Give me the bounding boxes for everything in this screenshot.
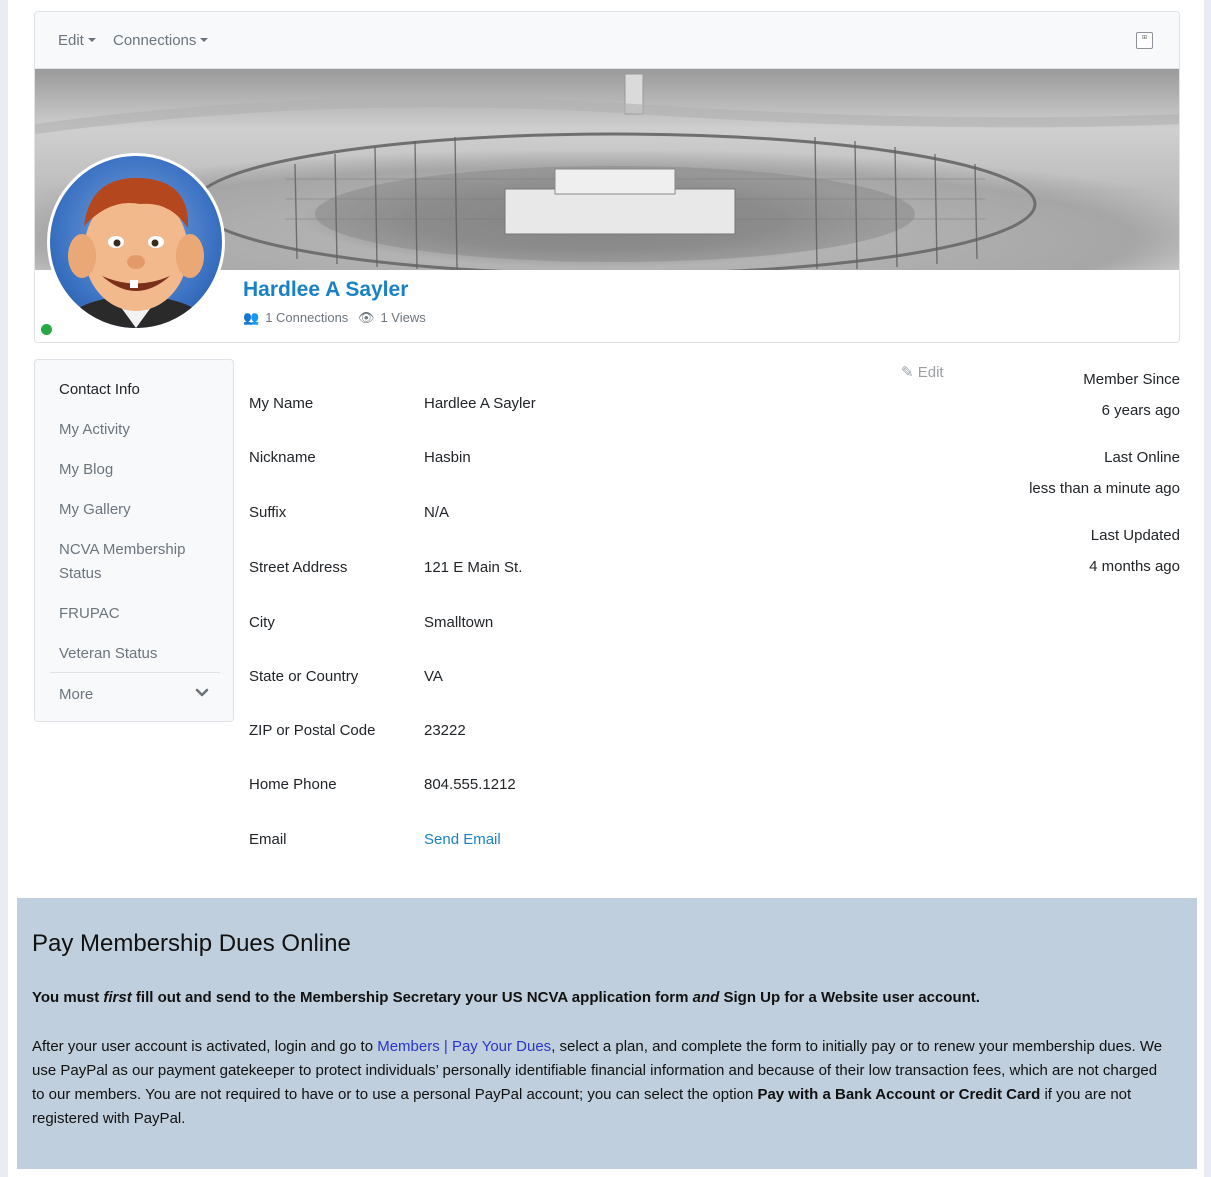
field-value-city: Smalltown — [424, 614, 494, 631]
tab-frupac[interactable]: FRUPAC — [59, 605, 120, 622]
profile-tab-menu — [34, 359, 234, 722]
pencil-icon: ✎ — [901, 364, 914, 381]
field-label-zip: ZIP or Postal Code — [249, 722, 376, 739]
divider — [50, 672, 220, 673]
page — [8, 0, 1204, 1177]
dues-requirement-part1: You must — [32, 989, 104, 1006]
field-value-state: VA — [424, 668, 443, 685]
caret-down-icon — [200, 38, 208, 42]
edit-menu-label: Edit — [58, 32, 84, 49]
field-label-my-name: My Name — [249, 395, 314, 412]
field-label-state: State or Country — [249, 668, 359, 685]
dues-requirement-part3: Sign Up for a Website user account. — [719, 989, 980, 1006]
dues-requirement — [32, 989, 980, 1006]
tab-contact-info[interactable]: Contact Info — [59, 381, 140, 398]
send-email-link[interactable]: Send Email — [424, 831, 501, 848]
views-count: 1 Views — [380, 310, 426, 325]
dues-instructions-part2: , select a plan, and complete the form to initially pay or to renew your membership dues. We use PayPal as our payment gatekeeper to protect individuals’ personally identifiable financial information and because of their low transaction fees, which are not charged to our members. You are not required to have or to use a personal PayPal account; you can select the option — [32, 1038, 1163, 1103]
edit-contact-label: Edit — [917, 364, 944, 381]
profile-card — [34, 11, 1180, 343]
field-label-email: Email — [249, 831, 287, 848]
pay-your-dues-link[interactable]: Members | Pay Your Dues — [377, 1038, 552, 1055]
dues-requirement-emphasis-and: and — [692, 989, 720, 1006]
profile-name[interactable]: Hardlee A Sayler — [243, 278, 409, 301]
field-value-street-address: 121 E Main St. — [424, 559, 523, 576]
field-label-city: City — [249, 614, 275, 631]
avatar[interactable] — [47, 153, 225, 331]
edit-contact-button[interactable] — [901, 363, 944, 381]
last-updated-label: Last Updated — [1090, 527, 1180, 544]
member-since-label: Member Since — [1083, 371, 1180, 388]
online-status-icon — [40, 323, 53, 336]
tab-ncva-membership-status[interactable]: NCVA Membership Status — [59, 541, 186, 582]
tab-my-gallery[interactable]: My Gallery — [59, 501, 131, 518]
caret-down-icon — [88, 38, 96, 42]
field-value-nickname: Hasbin — [424, 449, 471, 466]
dues-title: Pay Membership Dues Online — [32, 930, 351, 957]
field-value-zip: 23222 — [424, 722, 466, 739]
field-label-street-address: Street Address — [249, 559, 348, 576]
dues-requirement-part2: fill out and send to the Membership Secretary your US NCVA application form — [131, 989, 693, 1006]
field-value-my-name: Hardlee A Sayler — [424, 395, 536, 412]
connections-count[interactable]: 1 Connections — [265, 310, 349, 325]
connections-menu[interactable] — [113, 32, 208, 49]
dues-instructions-bold: Pay with a Bank Account or Credit Card — [757, 1086, 1041, 1103]
avatar-face-illustration — [50, 156, 222, 328]
last-online-value: less than a minute ago — [1029, 480, 1180, 497]
chevron-down-icon[interactable] — [195, 686, 209, 700]
connections-menu-label: Connections — [113, 32, 197, 49]
field-label-home-phone: Home Phone — [249, 776, 337, 793]
more-tabs-toggle[interactable]: More — [59, 686, 94, 703]
field-label-suffix: Suffix — [249, 504, 287, 521]
dues-requirement-emphasis-first: first — [103, 989, 132, 1006]
fullscreen-toggle-icon[interactable]: ⊞ — [1136, 32, 1153, 49]
tab-veteran-status[interactable]: Veteran Status — [59, 645, 158, 662]
field-value-home-phone: 804.555.1212 — [424, 776, 516, 793]
dues-instructions-part3: if you are not registered with PayPal. — [32, 1086, 1132, 1127]
connections-icon: 👥 — [243, 310, 260, 325]
tab-my-blog[interactable]: My Blog — [59, 461, 114, 478]
member-since-value: 6 years ago — [1101, 402, 1180, 419]
field-value-suffix: N/A — [424, 504, 450, 521]
tab-my-activity[interactable]: My Activity — [59, 421, 130, 438]
field-label-nickname: Nickname — [249, 449, 316, 466]
dues-section — [17, 898, 1197, 1169]
profile-stats — [243, 310, 432, 326]
eye-icon: 👁 — [357, 310, 375, 325]
last-online-label: Last Online — [1104, 449, 1180, 466]
dues-instructions-part1: After your user account is activated, login and go to — [32, 1038, 378, 1055]
edit-menu[interactable] — [58, 32, 96, 49]
dues-instructions — [32, 1035, 1172, 1131]
profile-toolbar — [35, 12, 1179, 69]
last-updated-value: 4 months ago — [1089, 558, 1180, 575]
